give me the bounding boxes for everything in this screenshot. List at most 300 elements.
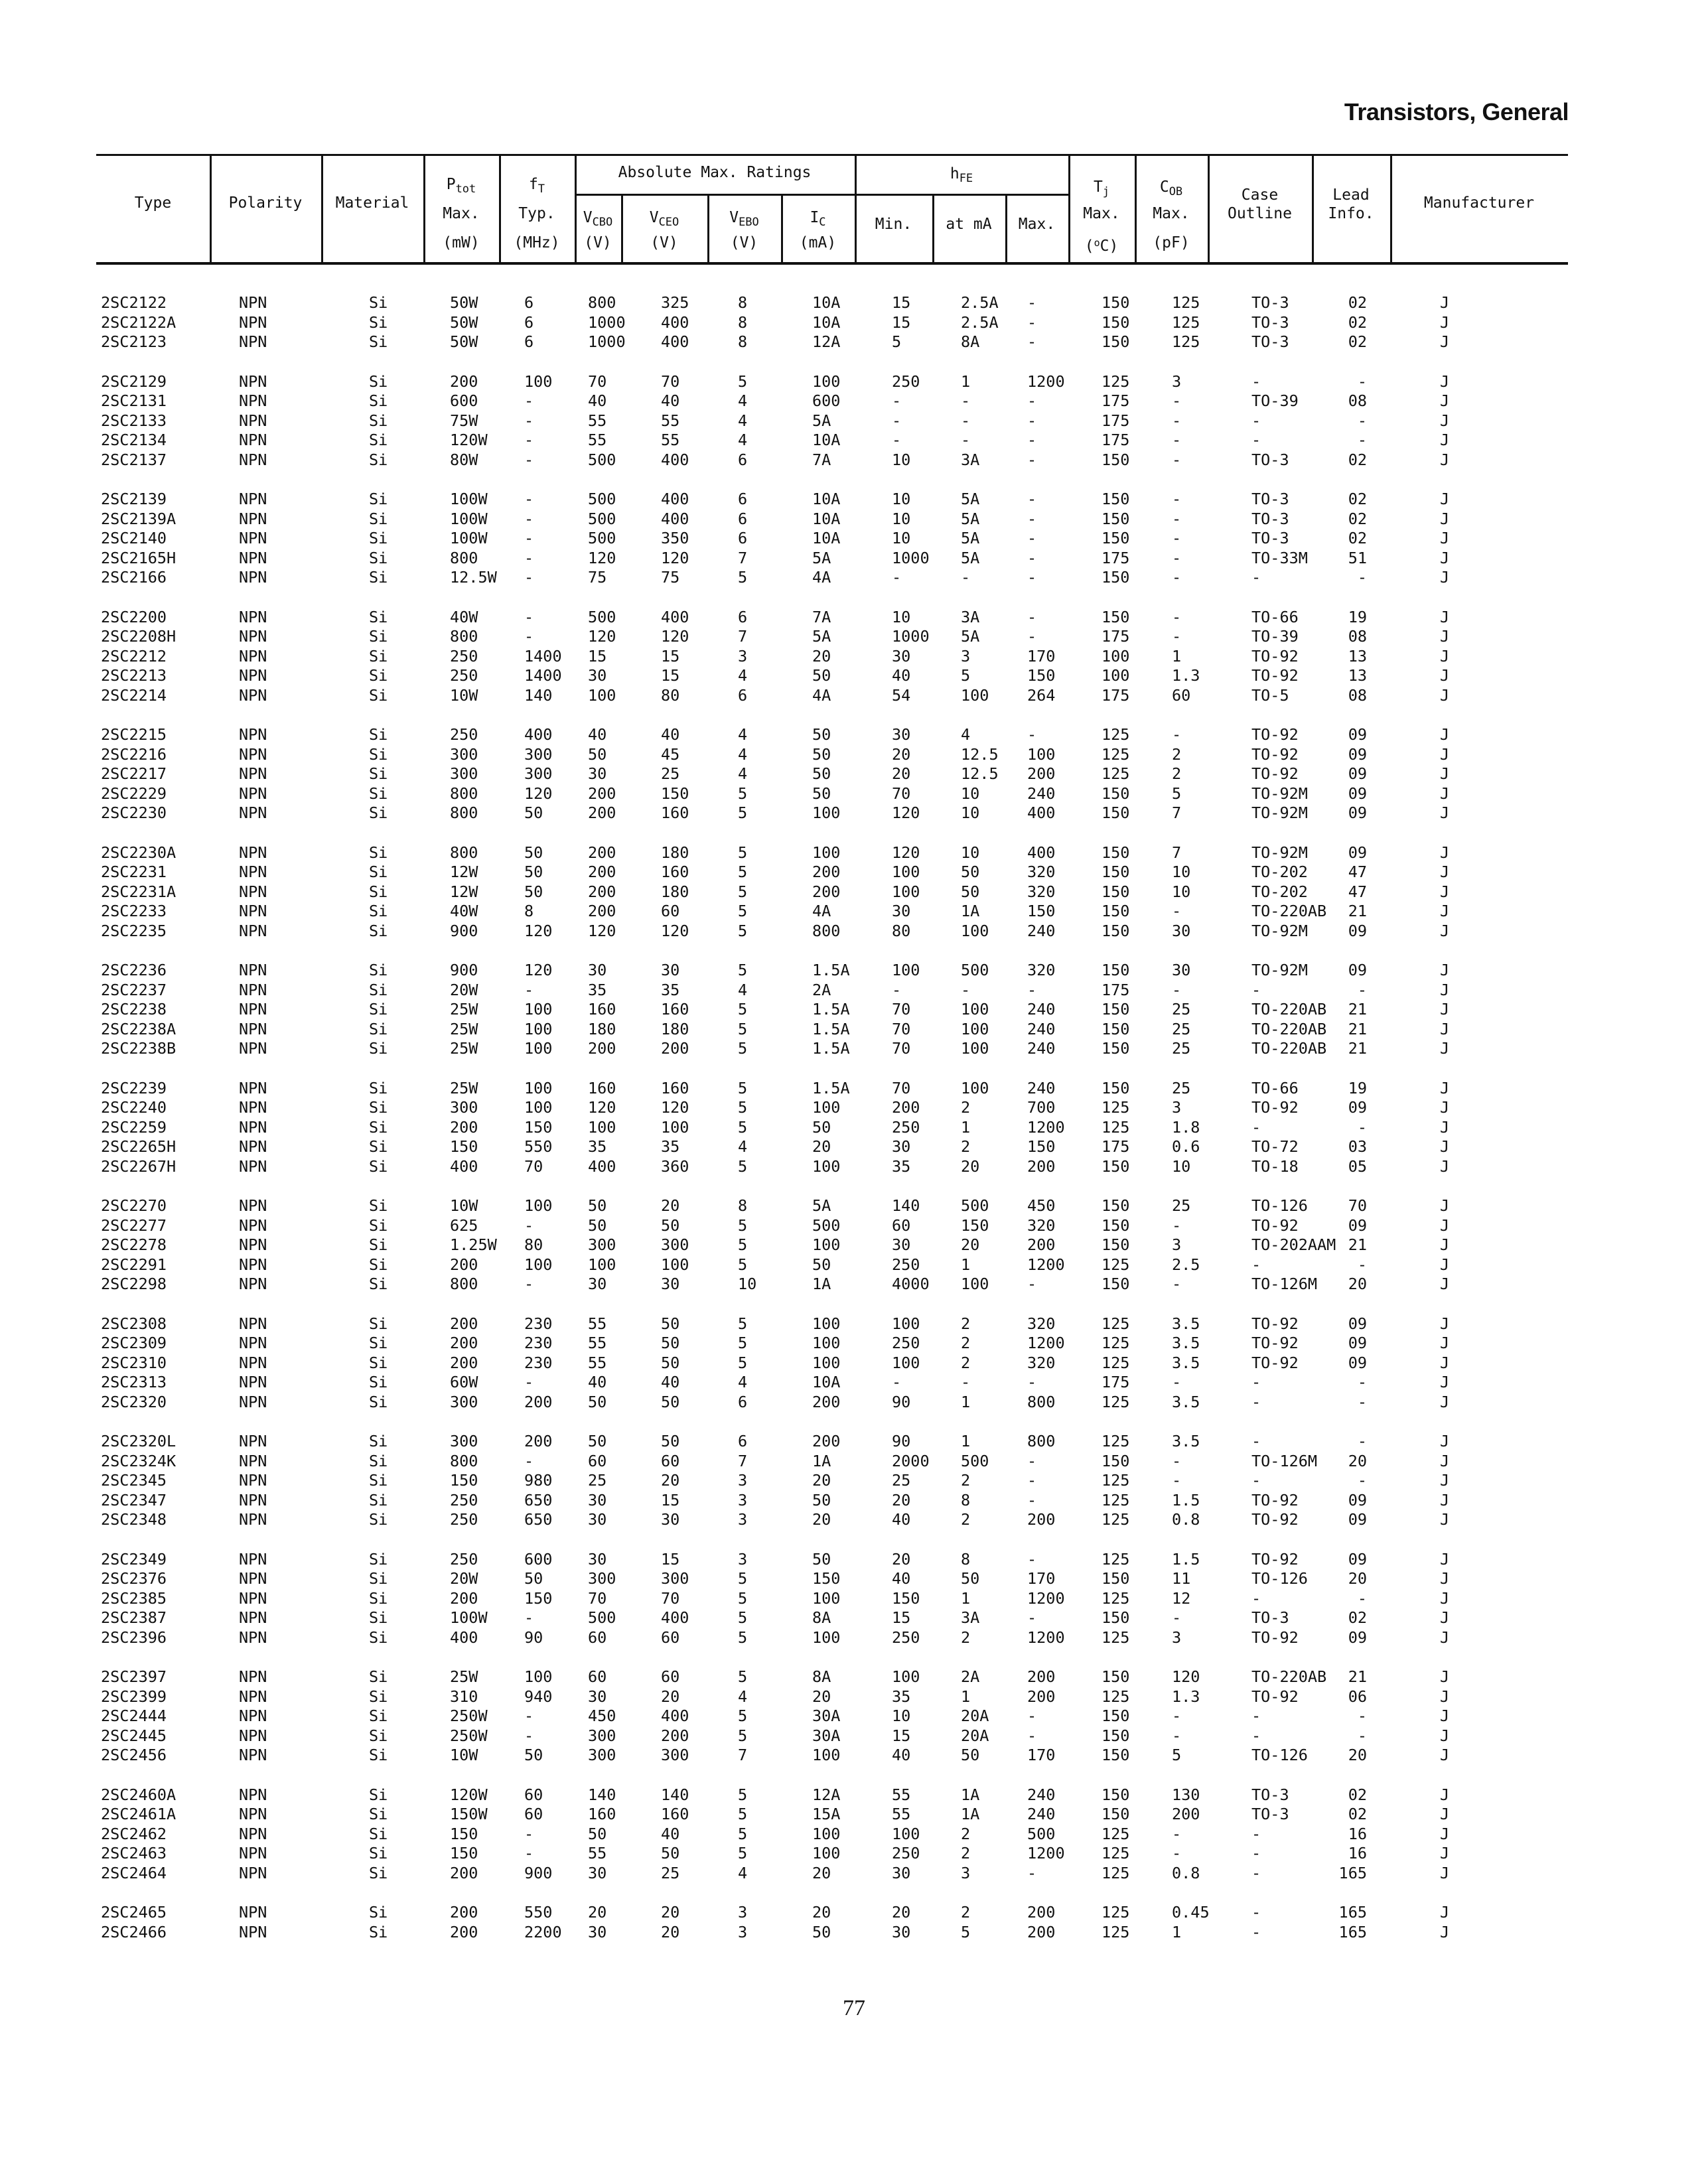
table-cell: 200 [450, 1314, 478, 1333]
table-cell: 5A [961, 529, 980, 547]
table-cell: Si [369, 627, 388, 646]
table-cell: 15 [661, 1549, 680, 1569]
table-cell: NPN [239, 1903, 267, 1922]
table-cell: J [1440, 1117, 1450, 1137]
table-cell: 2 [961, 1510, 971, 1529]
table-cell: TO-3 [1251, 293, 1289, 312]
table-cell: 100 [961, 1019, 989, 1038]
table-cell: NPN [239, 548, 267, 567]
table-cell: 2200 [524, 1922, 562, 1941]
table-cell: 2SC2214 [101, 685, 167, 705]
table-cell: 19 [1348, 1078, 1367, 1097]
table-cell: J [1440, 431, 1450, 449]
table-cell: 100 [812, 1098, 841, 1117]
table-cell: J [1440, 1353, 1450, 1372]
table-cell: J [1440, 646, 1450, 665]
table-cell: 4 [738, 764, 748, 783]
table-cell: 5A [812, 1196, 831, 1215]
table-cell: 140 [524, 685, 553, 705]
table-cell: 150 [1102, 1805, 1130, 1823]
table-cell: 50 [812, 784, 831, 803]
table-cell: J [1440, 863, 1450, 881]
table-cell: 150 [661, 784, 689, 803]
table-cell: 6 [738, 509, 748, 528]
table-cell: 4 [738, 666, 748, 685]
table-cell: 30 [588, 961, 607, 979]
header-top-rule [96, 154, 1568, 156]
table-cell: 08 [1348, 685, 1367, 705]
table-cell: NPN [239, 882, 267, 901]
table-cell: 3.5 [1172, 1392, 1200, 1411]
table-cell: 30 [661, 1510, 680, 1529]
header-tj-max: Max. [1083, 205, 1120, 222]
group-rule [855, 194, 1068, 196]
table-cell: 70 [892, 1000, 911, 1018]
table-cell: 20A [961, 1707, 989, 1725]
table-cell: 12W [450, 882, 478, 901]
table-cell: 500 [588, 607, 616, 626]
table-cell: 20 [812, 1863, 831, 1882]
table-cell: Si [369, 804, 388, 822]
table-cell: 150 [1102, 1451, 1130, 1470]
table-cell: 240 [1027, 921, 1056, 940]
table-cell: 300 [450, 744, 478, 764]
table-cell: 11 [1172, 1569, 1191, 1588]
table-cell: 100 [588, 685, 616, 705]
table-cell: 2SC2309 [101, 1334, 167, 1352]
table-cell: 1400 [524, 646, 562, 665]
table-cell: 6 [524, 313, 534, 332]
table-cell: Si [369, 666, 388, 685]
table-cell: TO-3 [1251, 490, 1289, 508]
table-cell: 75W [450, 411, 478, 430]
table-cell: 15 [892, 293, 911, 312]
table-cell: J [1440, 1588, 1450, 1608]
table-cell: 21 [1348, 1667, 1367, 1686]
table-cell: 175 [1102, 627, 1130, 646]
table-cell: 100 [961, 1039, 989, 1058]
table-cell: 120 [588, 548, 616, 567]
table-cell: 2 [961, 1353, 971, 1372]
table-cell: 1 [961, 1117, 971, 1137]
table-cell: NPN [239, 1471, 267, 1490]
header-polarity: Polarity [228, 194, 303, 212]
table-cell: 19 [1348, 607, 1367, 626]
table-cell: 150 [1027, 902, 1056, 920]
table-cell: TO-92M [1251, 804, 1308, 822]
table-cell: J [1440, 1844, 1450, 1862]
table-cell: 2SC2217 [101, 764, 167, 783]
table-cell: - [1027, 1863, 1037, 1882]
table-cell: 125 [1102, 1549, 1130, 1569]
table-cell: J [1440, 313, 1450, 332]
table-cell: - [961, 980, 971, 999]
table-cell: 2SC2213 [101, 666, 167, 685]
table-cell: 2 [961, 1471, 971, 1490]
table-cell: 400 [661, 509, 689, 528]
table-cell: TO-92 [1251, 744, 1299, 764]
table-cell: Si [369, 1373, 388, 1391]
table-cell: 13 [1348, 666, 1367, 685]
table-cell: J [1440, 882, 1450, 901]
table-cell: 50W [450, 293, 478, 312]
table-cell: 02 [1348, 450, 1367, 469]
table-cell: 20W [450, 980, 478, 999]
table-cell: 20 [892, 764, 911, 783]
table-cell: 200 [450, 1117, 478, 1137]
table-cell: Si [369, 1785, 388, 1804]
table-cell: 1.5 [1172, 1549, 1200, 1569]
table-cell: 100 [524, 1098, 553, 1117]
table-cell: 240 [1027, 784, 1056, 803]
table-cell: 10 [961, 804, 980, 822]
table-cell: 2SC2259 [101, 1117, 167, 1137]
table-cell: 1.5A [812, 961, 850, 979]
table-cell: 200 [588, 784, 616, 803]
table-cell: 5 [738, 1334, 748, 1352]
table-cell: Si [369, 1235, 388, 1254]
table-cell: NPN [239, 1216, 267, 1235]
table-cell: 125 [1102, 764, 1130, 783]
table-cell: 2SC2463 [101, 1844, 167, 1862]
table-cell: 15 [892, 1608, 911, 1627]
table-cell: 150 [1102, 450, 1130, 469]
table-cell: 2A [961, 1667, 980, 1686]
table-cell: 5 [738, 1117, 748, 1137]
table-cell: 165 [1338, 1903, 1367, 1922]
table-cell: 09 [1348, 1490, 1367, 1509]
table-cell: 20 [812, 1510, 831, 1529]
table-cell: J [1440, 1275, 1450, 1293]
table-cell: 70 [892, 1019, 911, 1038]
table-cell: - [1172, 529, 1182, 547]
table-cell: TO-220AB [1251, 1019, 1327, 1038]
table-cell: 125 [1102, 372, 1130, 391]
table-cell: 20 [892, 1549, 911, 1569]
table-cell: 70 [1348, 1196, 1367, 1215]
table-cell: - [524, 548, 534, 567]
table-cell: 10 [892, 1707, 911, 1725]
table-cell: 60 [661, 902, 680, 920]
table-cell: J [1440, 411, 1450, 430]
table-cell: 4 [738, 980, 748, 999]
header-cob-max: Max. [1153, 205, 1190, 222]
table-cell: 3A [961, 450, 980, 469]
table-cell: 175 [1102, 685, 1130, 705]
table-cell: Si [369, 1255, 388, 1274]
table-cell: J [1440, 1392, 1450, 1411]
table-cell: 250W [450, 1726, 488, 1745]
table-cell: 5 [738, 843, 748, 862]
table-cell: - [961, 411, 971, 430]
table-cell: NPN [239, 490, 267, 508]
table-cell: 4 [961, 725, 971, 744]
table-cell: NPN [239, 1156, 267, 1176]
table-cell: 02 [1348, 293, 1367, 312]
table-cell: 1.8 [1172, 1117, 1200, 1137]
table-cell: 30 [588, 1863, 607, 1882]
table-cell: 8 [738, 293, 748, 312]
header-vcbo: $V_{CBO}$ [583, 209, 613, 229]
table-cell: 5 [738, 882, 748, 901]
table-cell: 80W [450, 450, 478, 469]
table-cell: 50 [661, 1353, 680, 1372]
table-cell: 100 [524, 1255, 553, 1274]
table-cell: 2SC2238 [101, 1000, 167, 1018]
table-cell: NPN [239, 627, 267, 646]
table-cell: 2SC2385 [101, 1588, 167, 1608]
table-cell: NPN [239, 1863, 267, 1882]
table-cell: 320 [1027, 961, 1056, 979]
table-cell: - [1172, 490, 1182, 508]
table-cell: 100 [524, 1019, 553, 1038]
table-cell: 625 [450, 1216, 478, 1235]
table-cell: 3A [961, 1608, 980, 1627]
table-cell: 150 [1102, 1667, 1130, 1686]
table-cell: J [1440, 1667, 1450, 1686]
table-cell: TO-92M [1251, 921, 1308, 940]
table-cell: 125 [1102, 1471, 1130, 1490]
header-ptot-unit: (mW) [443, 234, 480, 251]
table-cell: Si [369, 1667, 388, 1686]
table-cell: - [1357, 1117, 1367, 1137]
table-cell: 120 [892, 843, 920, 862]
table-cell: 150 [961, 1216, 989, 1235]
table-cell: 0.8 [1172, 1510, 1200, 1529]
header-hfe-min: Min. [875, 216, 912, 233]
table-cell: - [524, 490, 534, 508]
table-cell: 175 [1102, 1137, 1130, 1156]
table-cell: TO-3 [1251, 1608, 1289, 1627]
table-cell: NPN [239, 1490, 267, 1509]
table-cell: 50 [961, 1746, 980, 1764]
table-cell: J [1440, 1824, 1450, 1843]
table-cell: 200 [450, 372, 478, 391]
table-cell: 2 [961, 1314, 971, 1333]
table-cell: 5A [961, 548, 980, 567]
table-cell: 100 [812, 1314, 841, 1333]
table-cell: 125 [1102, 1490, 1130, 1509]
table-cell: - [1251, 1373, 1261, 1391]
table-cell: 1200 [1027, 1844, 1065, 1862]
header-vebo: $V_{EBO}$ [729, 209, 759, 229]
table-cell: NPN [239, 431, 267, 449]
table-cell: 100 [812, 1235, 841, 1254]
table-cell: - [524, 1275, 534, 1293]
table-cell: 2SC2444 [101, 1707, 167, 1725]
table-cell: - [961, 391, 971, 410]
table-cell: 10 [892, 450, 911, 469]
table-cell: - [1357, 411, 1367, 430]
table-cell: J [1440, 332, 1450, 351]
table-cell: - [1027, 391, 1037, 410]
table-cell: 02 [1348, 332, 1367, 351]
table-cell: 125 [1172, 313, 1200, 332]
table-cell: 2SC2140 [101, 529, 167, 547]
table-cell: TO-92 [1251, 1216, 1299, 1235]
table-cell: 800 [450, 804, 478, 822]
table-cell: 30 [661, 1275, 680, 1293]
table-cell: 120W [450, 431, 488, 449]
header-cob-unit: (pF) [1153, 234, 1190, 251]
table-cell: 125 [1102, 1903, 1130, 1922]
table-cell: 125 [1102, 1098, 1130, 1117]
table-cell: 300 [588, 1746, 616, 1764]
table-cell: Si [369, 961, 388, 979]
table-cell: 200 [1027, 1156, 1056, 1176]
table-cell: 50 [961, 882, 980, 901]
header-ft-typ: Typ. [518, 205, 555, 222]
table-cell: 09 [1348, 1216, 1367, 1235]
table-cell: 600 [524, 1549, 553, 1569]
table-cell: 55 [661, 431, 680, 449]
table-cell: Si [369, 1156, 388, 1176]
table-cell: Si [369, 1392, 388, 1411]
table-cell: 2SC2308 [101, 1314, 167, 1333]
table-cell: 50 [524, 843, 543, 862]
table-cell: NPN [239, 1039, 267, 1058]
table-cell: 40W [450, 902, 478, 920]
table-cell: 30 [588, 666, 607, 685]
table-cell: J [1440, 1373, 1450, 1391]
table-cell: 20 [1348, 1569, 1367, 1588]
table-cell: Si [369, 1588, 388, 1608]
table-cell: 120 [892, 804, 920, 822]
table-cell: TO-92M [1251, 843, 1308, 862]
table-cell: - [524, 509, 534, 528]
table-cell: 5A [812, 411, 831, 430]
table-cell: - [1251, 1844, 1261, 1862]
table-cell: 120 [661, 1098, 689, 1117]
table-cell: J [1440, 843, 1450, 862]
table-cell: 1 [961, 1687, 971, 1706]
table-cell: 650 [524, 1510, 553, 1529]
table-cell: J [1440, 725, 1450, 744]
table-cell: 60 [892, 1216, 911, 1235]
table-cell: 20 [812, 1903, 831, 1922]
table-cell: 21 [1348, 1235, 1367, 1254]
table-cell: 400 [661, 450, 689, 469]
table-cell: 100 [892, 1314, 920, 1333]
table-cell: 30 [588, 1922, 607, 1941]
table-cell: - [1357, 372, 1367, 391]
table-cell: 2SC2215 [101, 725, 167, 744]
table-cell: J [1440, 1608, 1450, 1627]
table-cell: 500 [588, 509, 616, 528]
table-cell: NPN [239, 921, 267, 940]
table-cell: - [1027, 1275, 1037, 1293]
table-cell: 150 [1102, 863, 1130, 881]
table-cell: 51 [1348, 548, 1367, 567]
table-cell: Si [369, 450, 388, 469]
table-cell: TO-92 [1251, 666, 1299, 685]
table-cell: 100 [524, 1039, 553, 1058]
table-cell: 150 [450, 1471, 478, 1490]
table-cell: - [1251, 1471, 1261, 1490]
table-cell: 5 [1172, 1746, 1182, 1764]
table-cell: 125 [1102, 1255, 1130, 1274]
table-cell: 200 [588, 863, 616, 881]
table-cell: 125 [1102, 725, 1130, 744]
table-cell: 5 [738, 372, 748, 391]
table-cell: 3.5 [1172, 1432, 1200, 1450]
table-cell: 2SC2239 [101, 1078, 167, 1097]
table-cell: TO-92 [1251, 1549, 1299, 1569]
table-cell: 30 [1172, 961, 1191, 979]
table-cell: 35 [892, 1687, 911, 1706]
table-cell: NPN [239, 646, 267, 665]
table-cell: Si [369, 882, 388, 901]
table-cell: 170 [1027, 1746, 1056, 1764]
table-cell: TO-3 [1251, 1805, 1289, 1823]
header-hfe: $h_{FE}$ [950, 165, 973, 185]
table-cell: 500 [1027, 1824, 1056, 1843]
table-cell: 1200 [1027, 1588, 1065, 1608]
table-cell: 30 [892, 1235, 911, 1254]
table-cell: 2SC2133 [101, 411, 167, 430]
table-cell: J [1440, 529, 1450, 547]
table-cell: 600 [812, 391, 841, 410]
table-cell: NPN [239, 1392, 267, 1411]
table-cell: J [1440, 1549, 1450, 1569]
table-cell: 0.6 [1172, 1137, 1200, 1156]
table-cell: - [524, 1824, 534, 1843]
table-cell: 1200 [1027, 1255, 1065, 1274]
table-cell: 30 [892, 1922, 911, 1941]
table-cell: 09 [1348, 1628, 1367, 1647]
table-cell: - [1172, 607, 1182, 626]
table-cell: 150 [1102, 784, 1130, 803]
table-cell: - [1172, 1275, 1182, 1293]
table-cell: 3 [738, 1903, 748, 1922]
table-cell: 4 [738, 411, 748, 430]
table-cell: - [1172, 1373, 1182, 1391]
table-cell: 50 [588, 744, 607, 764]
table-cell: 150 [1102, 529, 1130, 547]
table-cell: 20 [661, 1687, 680, 1706]
table-cell: 5 [738, 1628, 748, 1647]
table-cell: NPN [239, 1275, 267, 1293]
table-cell: 160 [661, 1078, 689, 1097]
table-cell: 2SC2313 [101, 1373, 167, 1391]
table-cell: Si [369, 568, 388, 587]
header-ft-unit: (MHz) [514, 234, 560, 251]
table-cell: 4A [812, 685, 831, 705]
table-cell: 230 [524, 1353, 553, 1372]
table-cell: 5 [738, 1588, 748, 1608]
table-cell: 150 [1102, 332, 1130, 351]
table-cell: 60 [661, 1451, 680, 1470]
table-cell: 2SC2235 [101, 921, 167, 940]
table-cell: 200 [812, 1392, 841, 1411]
table-cell: 2SC2396 [101, 1628, 167, 1647]
table-cell: 1A [812, 1275, 831, 1293]
table-cell: 55 [588, 1314, 607, 1333]
table-cell: Si [369, 1903, 388, 1922]
table-cell: Si [369, 1549, 388, 1569]
table-cell: 6 [524, 293, 534, 312]
table-cell: 2SC2238B [101, 1039, 177, 1058]
table-cell: 20W [450, 1569, 478, 1588]
table-cell: 160 [661, 804, 689, 822]
table-cell: 50 [588, 1824, 607, 1843]
table-cell: 120 [524, 784, 553, 803]
table-cell: - [1027, 1549, 1037, 1569]
table-cell: - [1172, 431, 1182, 449]
table-cell: 2SC2387 [101, 1608, 167, 1627]
table-cell: 2SC2464 [101, 1863, 167, 1882]
table-cell: 250 [450, 646, 478, 665]
